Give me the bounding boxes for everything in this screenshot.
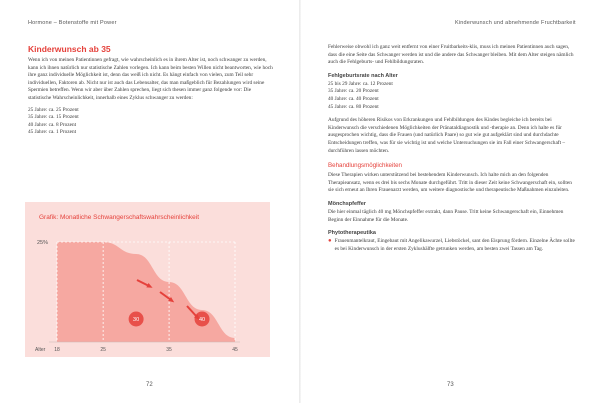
bullet-icon: ● (328, 238, 332, 245)
left-column (28, 44, 273, 137)
age-marker-label: 30 (133, 317, 140, 323)
monks-pepper-subheading: Mönchspfeffer (328, 200, 366, 207)
page-gutter (299, 0, 301, 403)
x-tick-label: 18 (54, 347, 60, 353)
right-paragraph-3: Diese Therapien wirken unterstützend bei bestehendem Kinderwunsch. Ich halte mich an den folgenden Therapieansatz, wenn es drei bis sechs Monate durchgeführt. Tritt in dieser Zeit keine Schwangerschaft ein, sollten sie sich erneut an Ihren Frauenarzt werden, um weitere diagnostische und therapeutische Maßnahmen einzuleiten. (328, 172, 572, 194)
chart-title: Grafik: Monatliche Schwangerschaftswahrscheinlichkeit (39, 214, 200, 221)
left-page-number: 72 (146, 382, 153, 388)
phyto-subheading: Phytotherapeutika (328, 230, 376, 237)
left-running-head: Hormone – Botenstoffe mit Power (28, 20, 117, 26)
age-marker-label: 40 (198, 317, 206, 323)
chart-area (57, 242, 235, 342)
miscarriage-item: 45 Jahre: ca. 80 Prozent (328, 103, 379, 110)
x-axis-label: Alter (35, 347, 46, 353)
x-tick-label: 45 (232, 347, 238, 353)
miscarriage-item: 35 Jahre: ca. 20 Prozent (328, 88, 379, 95)
miscarriage-item: 25 bis 29 Jahre: ca. 12 Prozent (328, 80, 393, 87)
x-tick-label: 35 (166, 347, 172, 353)
pregnancy-stats-list (28, 107, 273, 137)
miscarriage-item: 40 Jahre: ca. 40 Prozent (328, 95, 379, 102)
miscarriage-subheading: Fehlgeburtsrate nach Alter (328, 72, 398, 79)
stat-item: 25 Jahre: ca. 25 Prozent (28, 106, 79, 113)
right-running-head: Kinderwunsch und abnehmende Fruchtbarkeit (455, 20, 576, 26)
stat-item: 35 Jahre: ca. 15 Prozent (28, 114, 79, 121)
miscarriage-list (328, 81, 576, 111)
probability-chart (25, 202, 270, 357)
treatment-heading: Behandlungsmöglichkeiten (328, 162, 402, 170)
stat-item: 40 Jahre: ca. 8 Prozent (28, 121, 77, 128)
chart-svg (25, 202, 270, 357)
right-paragraph-2: Aufgrund des höheren Risikos von Erkrankungen und Fehlbildungen des Kindes begleiche ich bereits bei Kinderwunsch die verschiedenen Möglichkeiten der Pränataldiagnostik und -therapie an. Denn ich halte es für ausgesprochen wichtig, dass die Frauen (und natürlich Paare) so gut wie gut aufgeklärt sind und durchdachte Entscheidungen treffen, was für sie wichtig ist und welche Untersuchungen sie im Fall einer Schwangerschaft – durchführen lassen möchten. (328, 117, 566, 154)
right-intro-paragraph: Fehlerweise obwohl ich ganz weit entfernt von einer Fruitbarkeits-klis, muss ich meinen Patientinnen auch sagen, dass die eine Seite das Schwanger werden ist und die andere das Schwanger bleiben. Mit dem Alter steigen nämlich auch die Fehlgeburts- und Fehlbildungsraten. (328, 44, 574, 66)
x-tick-label: 25 (100, 347, 106, 353)
right-column (328, 44, 576, 253)
y-axis-label: 25% (37, 240, 49, 246)
chart-plot (35, 240, 240, 353)
phyto-bullet (328, 238, 576, 253)
bullet-text: Frauenmantelkraut, Eingebaut mit Angelikawurzel, Liebstöckel, sant den Eisprung fördern. Einzelne Ächte sollte es bei Kinderwunsch in der ersten Zyklushälfte getrunken werden, am besten zwei Tassen am Tag. (334, 238, 575, 252)
stat-item: 45 Jahre: ca. 1 Prozent (28, 129, 77, 136)
section-heading: Kinderwunsch ab 35 (28, 44, 111, 54)
right-paragraph-4: Die hier einmal täglich 40 mg Mönchspfeffer extrakt, dann Pause. Tritt keine Schwangerschaft ein, Einnehmen Beginn der Einnahme für die Monate. (328, 208, 564, 223)
right-page-number: 73 (447, 382, 454, 388)
left-body-paragraph: Wenn ich von meinen Patientinnen gefragt, wie wahrscheinlich es in ihrem Alter ist, noch schwanger zu werden, kann ich ihnen natürlich nur statistische Zahlen vorlegen. Ich kann beim besten Willen nicht beantworten, wie hoch ihre ganz individuelle Möglichkeit ist, denn das weiß ich nicht. Es hängt einfach von vielen, zum Teil sehr individuellen, Faktoren ab. Nicht nur ist auch das Lebensalter, das man maßgeblich für Bezahlungen wird seine Spermien betreffen. Wenn wir aber über Zahlen sprechen, liegt sich thesen immer ganz folgende vor: Die statistische Wahrscheinlichkeit, innerhalb eines Zyklus schwanger zu werden: (28, 57, 273, 101)
